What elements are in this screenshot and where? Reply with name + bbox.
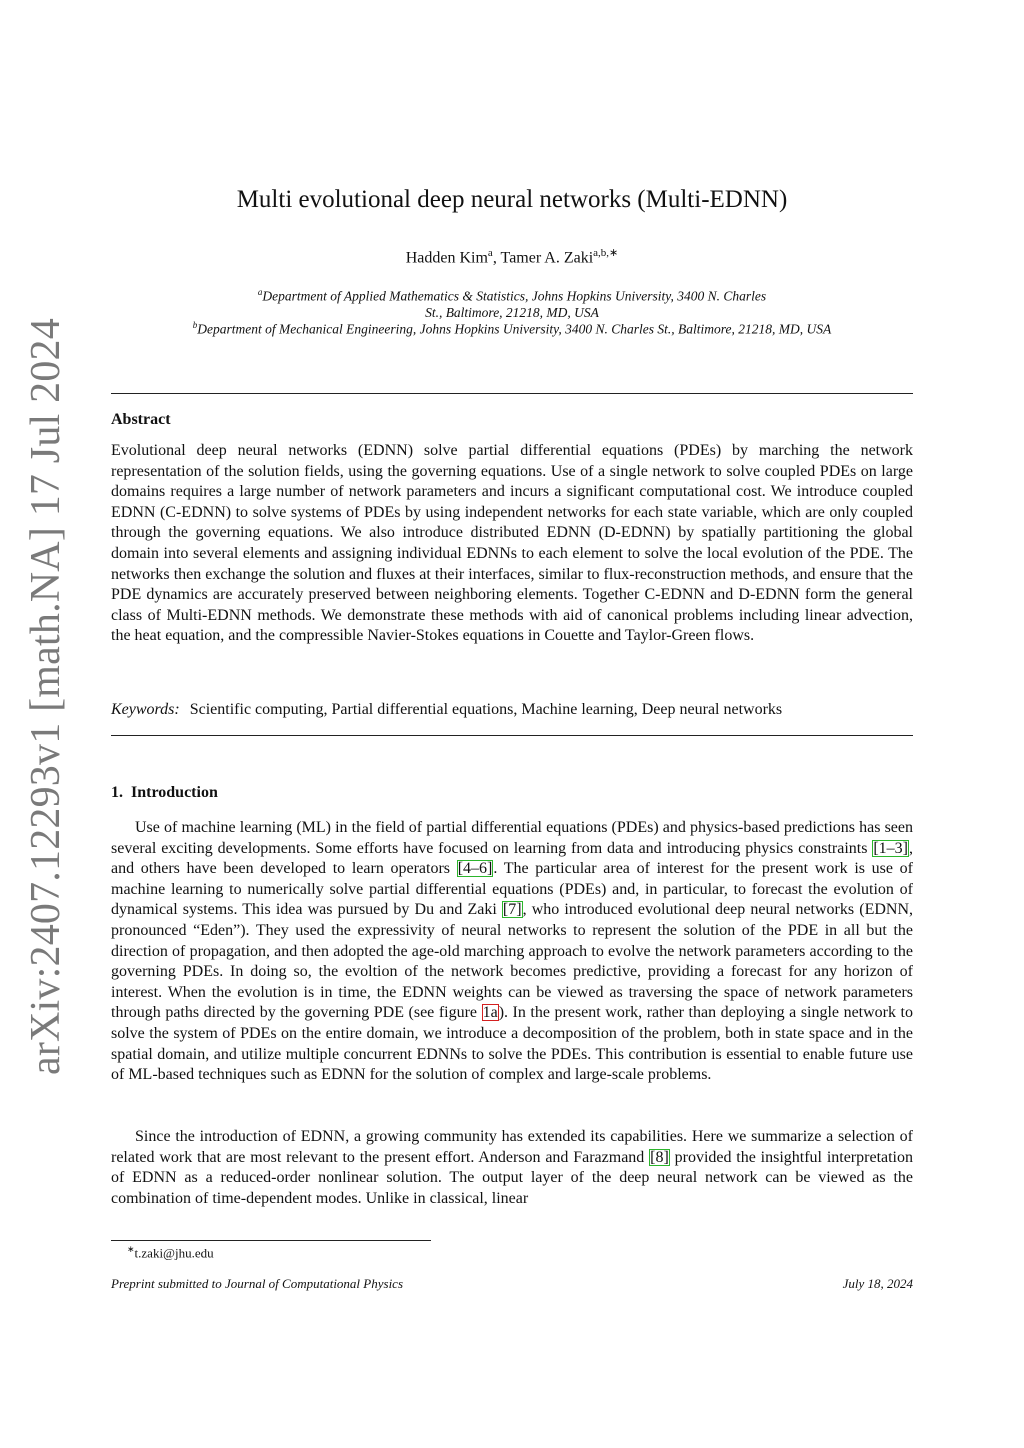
intro-paragraph-1 [111,818,913,1086]
bottom-divider [111,735,913,736]
section-title: Introduction [131,784,218,801]
keywords-label: Keywords: [111,701,180,718]
footnote [127,1244,214,1261]
footnote-divider [111,1240,431,1241]
intro-paragraph-2 [111,1127,913,1209]
footnote-email: t.zaki@jhu.edu [134,1245,214,1261]
citation-link[interactable]: [7] [502,901,522,919]
paragraph-text: Since the introduction of EDNN, a growing community has extended its capabilities. Here we summarize a selection of related work that are most relevant to the present effort. Anderson and Farazmand [111,1128,913,1166]
paragraph-text: provided the insightful interpretation of EDNN as a reduced-order nonlinear solution. The output layer of the deep neural network can be viewed as the combination of time-dependent modes. Unlike in classical, linear [111,1148,914,1207]
keywords-text: Scientific computing, Partial differential equations, Machine learning, Deep neural networks [189,701,783,718]
citation-link[interactable]: [1–3] [873,839,908,857]
footer-date: July 18, 2024 [842,1276,913,1291]
abstract-text: Evolutional deep neural networks (EDNN) solve partial differential equations (PDEs) by marching the network representation of the solution fields, using the governing equations. Use of a single network to solve coupled PDEs on large domains requires a large number of network parameters and incurs a significant computational cost. We introduce coupled EDNN (C-EDNN) to solve systems of PDEs by using independent networks for each state variable, which are only coupled through the governing equations. We also introduce distributed EDNN (D-EDNN) by spatially partitioning the global domain into several elements and assigning individual EDNNs to each element to solve the local evolution of the PDE. The networks then exchange the solution and fluxes at their interfaces, similar to flux-reconstruction methods, and ensure that the PDE dynamics are accurately preserved between neighboring elements. Together C-EDNN and D-EDNN form the general class of Multi-EDNN methods. We demonstrate these methods with aid of canonical problems including linear advection, the heat equation, and the compressible Navier-Stokes equations in Couette and Taylor-Green flows. [111,442,913,645]
author-affiliation-mark: a [487,247,493,259]
affiliation-text: Department of Mechanical Engineering, Johns Hopkins University, 3400 N. Charles St., Baltimore, 21218, MD, USA [197,321,832,337]
author-name: Hadden Kim [405,249,488,267]
author-separator: , [492,249,501,267]
affiliation-a [112,284,912,321]
author-name: Tamer A. Zaki [500,249,594,267]
figure-reference-link[interactable]: 1a [482,1004,498,1022]
paragraph-text: . The particular area of interest for the present work is use of machine learning to numerically solve partial differential equations (PDEs) and, in particular, to forecast the evolution of dynamical systems. This idea was pursued by Du and Zaki [111,860,913,919]
paragraph-text: ). In the present work, rather than deploying a single network to solve the system of PDEs on the entire domain, we introduce a decomposition of the problem, both in state space and in the spatial domain, and utilize multiple concurrent EDNNs to solve the PDEs. This contribution is essential to enable future use of ML-based techniques such as EDNN for the solution of complex and large-scale problems. [111,1004,913,1084]
paragraph-text: , who introduced evolutional deep neural networks (EDNN, pronounced “Eden”). They used the expressivity of neural networks to represent the solution of the PDE in all but the direction of propagation, and then adopted the age-old marching approach to evolve the network parameters according to the governing PDEs. In doing so, the evoltion of the network becomes predictive, providing a forecast for any horizon of interest. When the evolution is in time, the EDNN weights can be viewed as traversing the space of network parameters through paths directed by the governing PDE (see figure [111,901,914,1022]
keywords-line [111,701,913,719]
author-affiliation-mark: a,b,∗ [593,247,619,259]
paragraph-text: , and others have been developed to learn operators [111,839,913,878]
citation-link[interactable]: [4–6] [457,860,493,878]
author-list [0,246,1024,267]
affiliation-mark: b [192,320,198,330]
top-divider [111,393,913,394]
arxiv-stamp: arXiv:2407.12293v1 [math.NA] 17 Jul 2024 [23,318,69,1075]
affiliation-mark: a [257,287,263,297]
affiliation-b [40,317,984,338]
affiliation-text: Department of Applied Mathematics & Statistics, Johns Hopkins University, 3400 N. Charles [262,288,767,304]
abstract-heading: Abstract [111,411,171,428]
paper-title: Multi evolutional deep neural networks (Multi-EDNN) [236,186,788,213]
paragraph-text: Use of machine learning (ML) in the field of partial differential equations (PDEs) and physics-based predictions has seen several exciting developments. Some efforts have focused on learning from data and introducing physics constraints [111,819,913,857]
affiliation-text: St., Baltimore, 21218, MD, USA [425,304,599,320]
footer-journal: Preprint submitted to Journal of Computational Physics [111,1276,404,1291]
section-number: 1. [111,784,123,801]
citation-link[interactable]: [8] [650,1148,669,1166]
section-heading [111,784,218,802]
footnote-mark: ∗ [127,1244,135,1254]
